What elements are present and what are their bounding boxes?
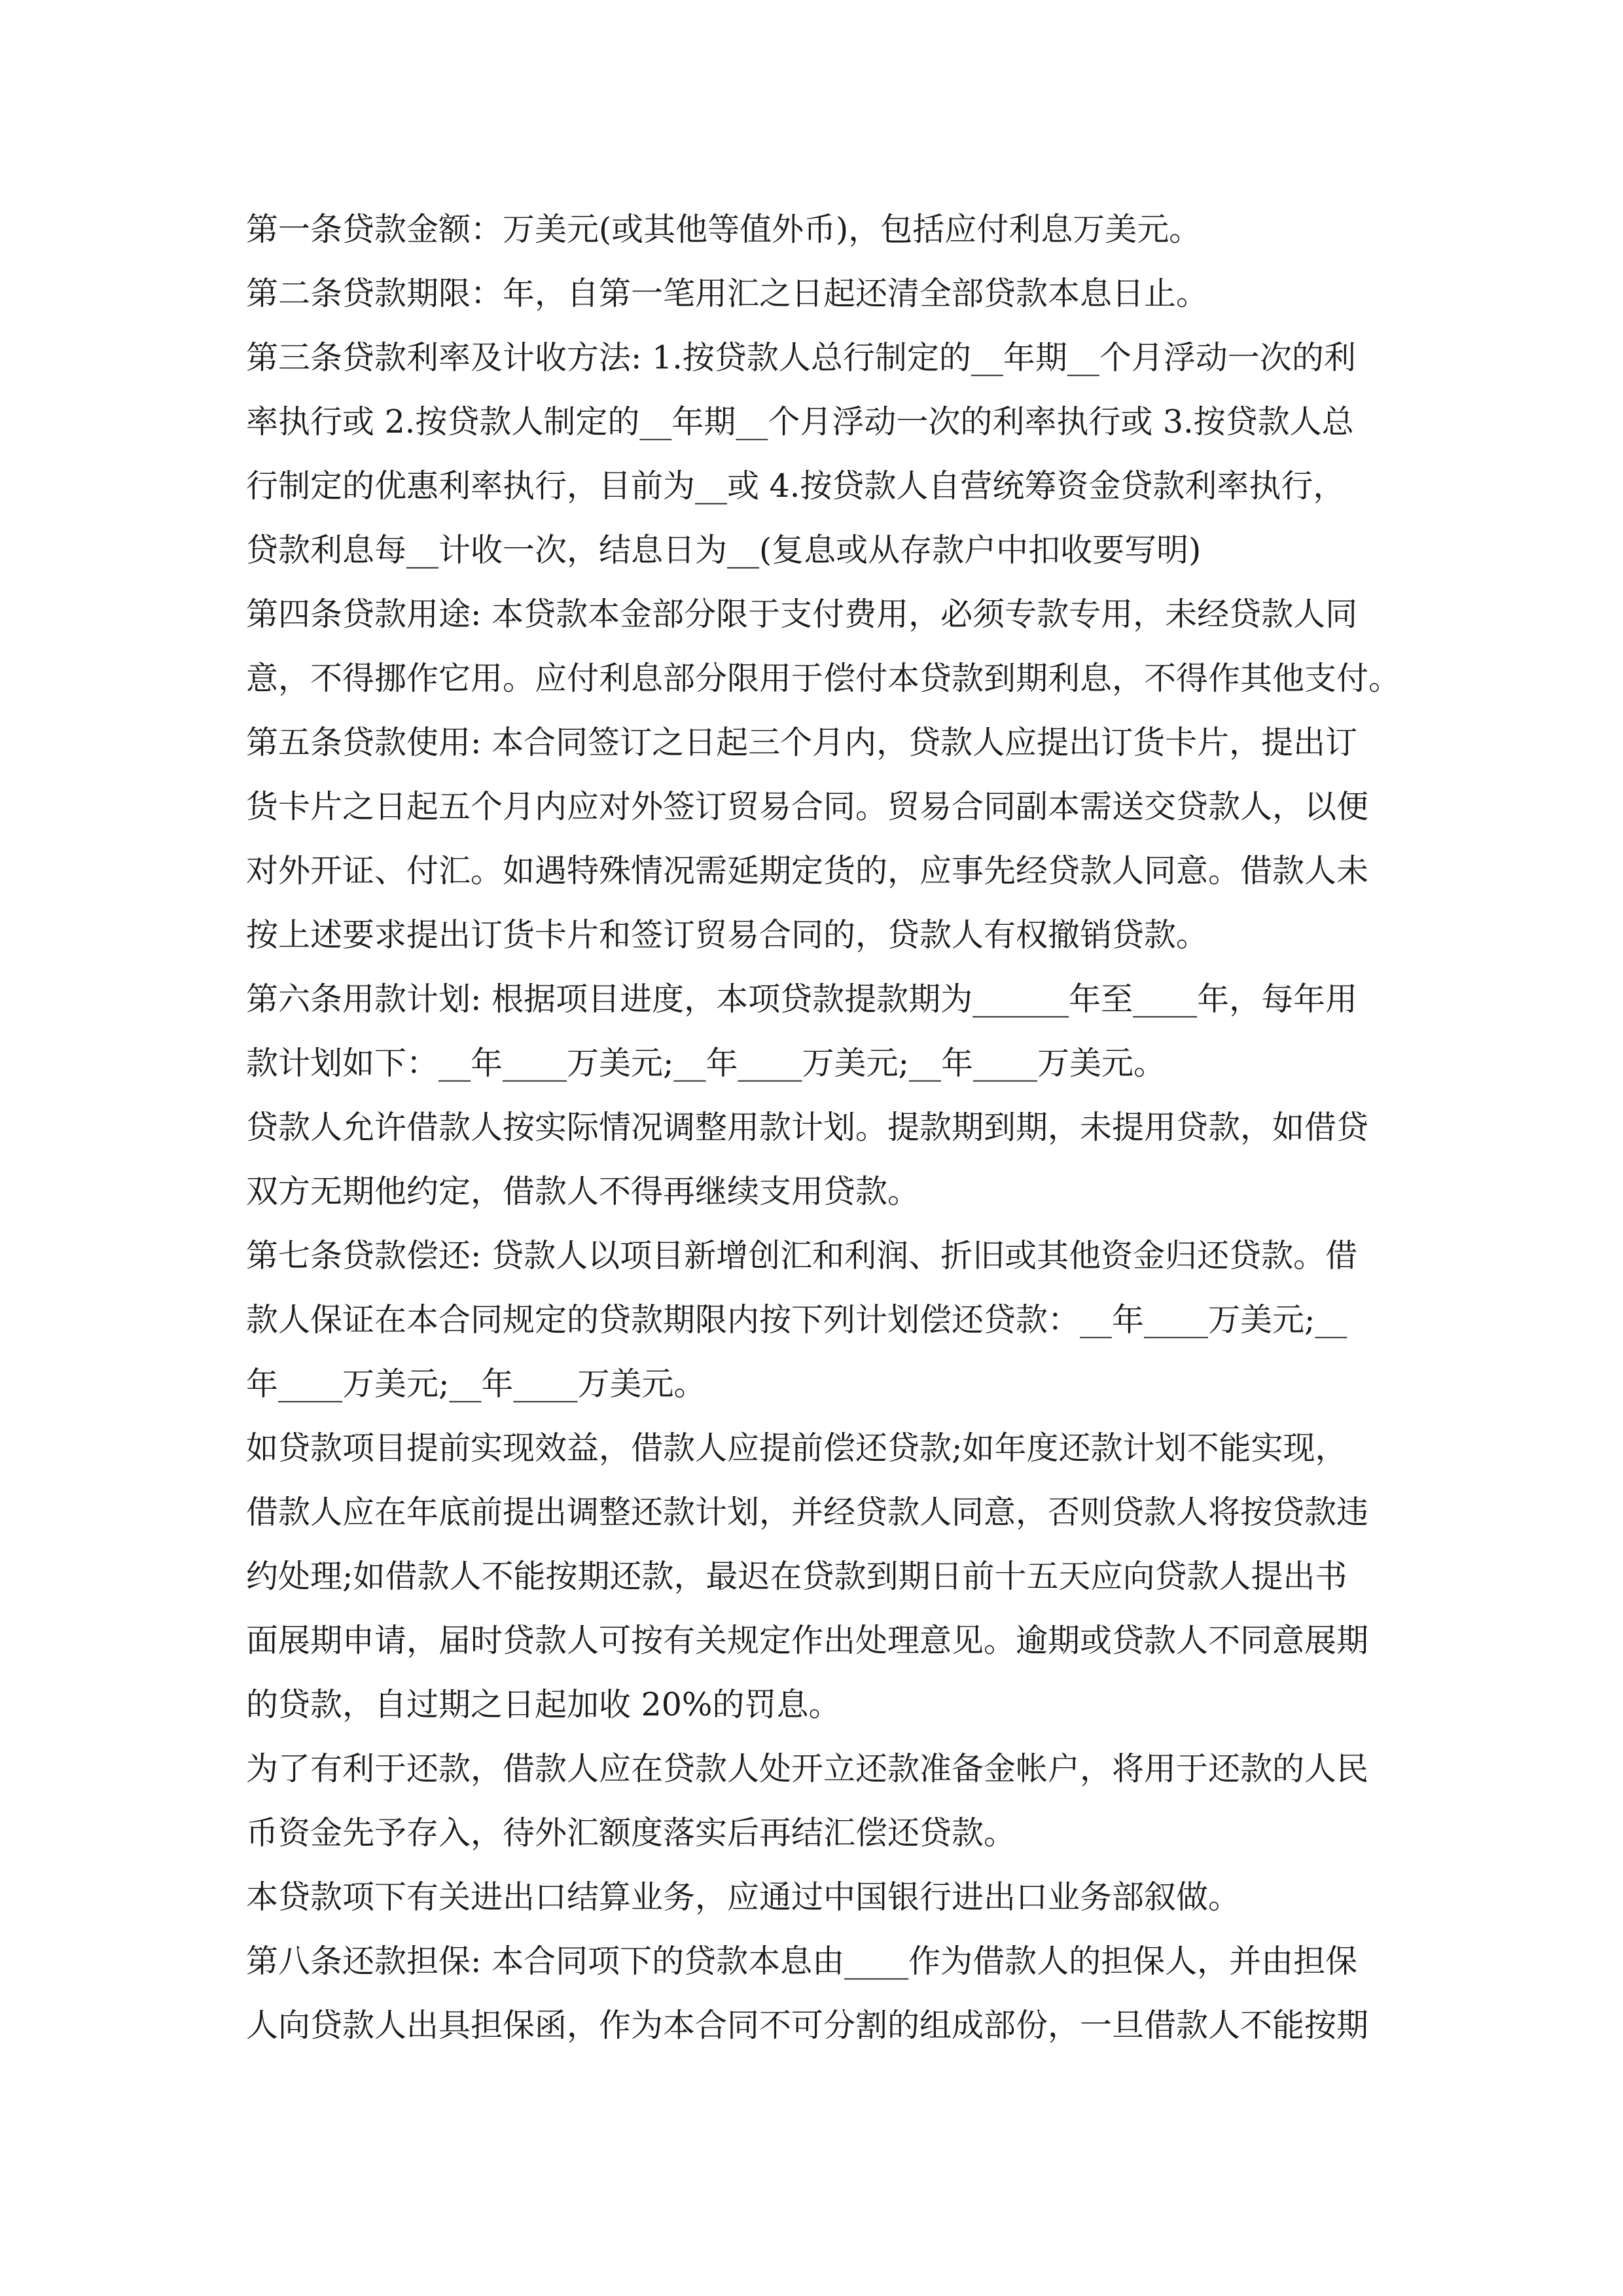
text-line: 按上述要求提出订货卡片和签订贸易合同的，贷款人有权撤销贷款。 bbox=[246, 916, 1209, 954]
text-line: 本贷款项下有关进出口结算业务，应通过中国银行进出口业务部叙做。 bbox=[246, 1878, 1241, 1916]
text-line: 货卡片之日起五个月内应对外签订贸易合同。贸易合同副本需送交贷款人，以便 bbox=[246, 788, 1369, 825]
text-line: 的贷款，自过期之日起加收 20%的罚息。 bbox=[246, 1686, 841, 1723]
text-line: 第四条贷款用途: 本贷款本金部分限于支付费用，必须专款专用，未经贷款人同 bbox=[246, 596, 1358, 633]
text-line: 第三条贷款利率及计收方法: 1.按贷款人总行制定的__年期__个月浮动一次的利 bbox=[246, 339, 1356, 376]
text-line: 双方无期他约定，借款人不得再继续支用贷款。 bbox=[246, 1173, 920, 1210]
text-line: 对外开证、付汇。如遇特殊情况需延期定货的，应事先经贷款人同意。借款人未 bbox=[246, 852, 1369, 889]
text-line: 贷款利息每__计收一次，结息日为__(复息或从存款户中扣收要写明) bbox=[246, 531, 1202, 569]
text-line: 行制定的优惠利率执行，目前为__或 4.按贷款人自营统筹资金贷款利率执行， bbox=[246, 467, 1346, 505]
text-line: 第二条贷款期限：年，自第一笔用汇之日起还清全部贷款本息日止。 bbox=[246, 275, 1209, 312]
text-line: 为了有利于还款，借款人应在贷款人处开立还款准备金帐户，将用于还款的人民 bbox=[246, 1750, 1369, 1787]
document-body bbox=[246, 198, 1401, 2058]
text-line: 第五条贷款使用: 本合同签订之日起三个月内，贷款人应提出订货卡片，提出订 bbox=[246, 724, 1358, 761]
text-line: 第七条贷款偿还: 贷款人以项目新增创汇和利润、折旧或其他资金归还贷款。借 bbox=[246, 1237, 1358, 1274]
text-line: 人向贷款人出具担保函，作为本合同不可分割的组成部份，一旦借款人不能按期 bbox=[246, 2007, 1369, 2044]
text-line: 款人保证在本合同规定的贷款期限内按下列计划偿还贷款：__年____万美元;__ bbox=[246, 1301, 1347, 1338]
text-line: 率执行或 2.按贷款人制定的__年期__个月浮动一次的利率执行或 3.按贷款人总 bbox=[246, 403, 1354, 440]
text-line: 款计划如下：__年____万美元;__年____万美元;__年____万美元。 bbox=[246, 1045, 1166, 1082]
text-line: 第八条还款担保: 本合同项下的贷款本息由____作为借款人的担保人，并由担保 bbox=[246, 1943, 1358, 1980]
text-line: 币资金先予存入，待外汇额度落实后再结汇偿还贷款。 bbox=[246, 1814, 1016, 1852]
text-line: 借款人应在年底前提出调整还款计划，并经贷款人同意，否则贷款人将按贷款违 bbox=[246, 1494, 1369, 1531]
text-line: 面展期申请，届时贷款人可按有关规定作出处理意见。逾期或贷款人不同意展期 bbox=[246, 1622, 1369, 1659]
text-line: 贷款人允许借款人按实际情况调整用款计划。提款期到期，未提用贷款，如借贷 bbox=[246, 1109, 1369, 1146]
text-line: 第六条用款计划: 根据项目进度，本项贷款提款期为______年至____年，每年用 bbox=[246, 980, 1358, 1018]
text-line: 如贷款项目提前实现效益，借款人应提前偿还贷款;如年度还款计划不能实现， bbox=[246, 1429, 1347, 1467]
text-line: 约处理;如借款人不能按期还款，最迟在贷款到期日前十五天应向贷款人提出书 bbox=[246, 1558, 1347, 1595]
text-line: 意，不得挪作它用。应付利息部分限用于偿付本贷款到期利息，不得作其他支付。 bbox=[246, 660, 1401, 697]
text-line: 第一条贷款金额：万美元(或其他等值外币)，包括应付利息万美元。 bbox=[246, 211, 1202, 248]
text-line: 年____万美元;__年____万美元。 bbox=[246, 1365, 706, 1403]
